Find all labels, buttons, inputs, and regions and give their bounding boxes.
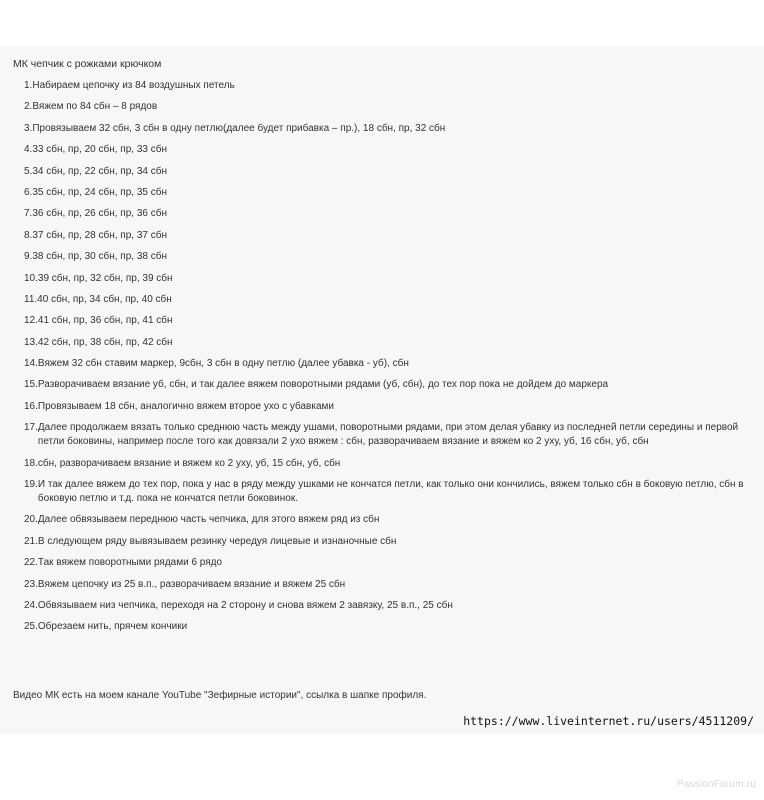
list-item: 5. 34 сбн, пр, 22 сбн, пр, 34 сбн — [24, 165, 167, 177]
list-item: 17. Далее продолжаем вязать только среднюю часть между ушами, поворотными рядами, при этом делая убавку из последней петли середины и первой петли боковины, например после того как довязали 2 ухо вяжем : сбн, разворачиваем вязание и вяжем ко 2 уху, уб, 16 сбн, уб, сбн — [24, 422, 739, 448]
list-item: 7. 36 сбн, пр, 26 сбн, пр, 36 сбн — [24, 208, 167, 220]
list-item: 21. В следующем ряду вывязываем резинку чередуя лицевые и изнаночные сбн — [24, 535, 397, 547]
top-margin — [0, 0, 764, 46]
list-item: 16. Провязываем 18 сбн, аналогично вяжем второе ухо с убавками — [24, 400, 334, 412]
document-page — [0, 46, 764, 734]
list-item: 14. Вяжем 32 сбн ставим маркер, 9сбн, 3 сбн в одну петлю (далее убавка - уб), сбн — [24, 358, 409, 370]
list-item: 22. Так вяжем поворотными рядами 6 рядо — [24, 557, 223, 569]
list-item: 2. Вяжем по 84 сбн – 8 рядов — [24, 101, 158, 113]
watermark: PassionForum.ru — [676, 779, 756, 790]
list-item: 3. Провязываем 32 сбн, 3 сбн в одну петлю(далее будет прибавка – пр.), 18 сбн, пр, 32 сбн — [24, 122, 446, 134]
list-item: 19. И так далее вяжем до тех пор, пока у нас в ряду между ушками не кончатся петли, как только они кончились, вяжем только сбн в боковую петлю, сбн в боковую петлю и т.д. пока не кончатся петли боковинок. — [24, 479, 744, 505]
list-item: 15. Разворачиваем вязание уб, сбн, и так далее вяжем поворотными рядами (уб, сбн), до тех пор пока не дойдем до маркера — [24, 379, 609, 391]
list-item: 18. сбн, разворачиваем вязание и вяжем ко 2 уху, уб, 15 сбн, уб, сбн — [24, 457, 341, 469]
source-link[interactable]: https://www.liveinternet.ru/users/4511209/ — [463, 714, 754, 728]
video-note: Видео МК есть на моем канале YouTube "Зефирные истории", ссылка в шапке профиля. — [13, 690, 427, 701]
list-item: 6. 35 сбн, пр, 24 сбн, пр, 35 сбн — [24, 186, 167, 198]
steps-list — [24, 79, 759, 642]
list-item: 13. 42 сбн, пр, 38 сбн, пр, 42 сбн — [24, 336, 173, 348]
list-item: 8. 37 сбн, пр, 28 сбн, пр, 37 сбн — [24, 229, 167, 241]
list-item: 25. Обрезаем нить, прячем кончики — [24, 621, 188, 633]
document-title: МК чепчик с рожками крючком — [13, 58, 162, 70]
list-item: 11. 40 сбн, пр, 34 сбн, пр, 40 сбн — [24, 293, 172, 305]
list-item: 4. 33 сбн, пр, 20 сбн, пр, 33 сбн — [24, 144, 167, 156]
list-item: 24. Обвязываем низ чепчика, переходя на 2 сторону и снова вяжем 2 завязку, 25 в.п., 25 сбн — [24, 599, 453, 611]
list-item: 1. Набираем цепочку из 84 воздушных петель — [24, 80, 235, 91]
bottom-margin — [0, 734, 764, 800]
list-item: 10. 39 сбн, пр, 32 сбн, пр, 39 сбн — [24, 272, 173, 284]
list-item: 20. Далее обвязываем переднюю часть чепчика, для этого вяжем ряд из сбн — [24, 514, 380, 526]
list-item: 23. Вяжем цепочку из 25 в.п., разворачиваем вязание и вяжем 25 сбн — [24, 578, 346, 590]
list-item: 12. 41 сбн, пр, 36 сбн, пр, 41 сбн — [24, 315, 173, 327]
list-item: 9. 38 сбн, пр, 30 сбн, пр, 38 сбн — [24, 251, 167, 263]
